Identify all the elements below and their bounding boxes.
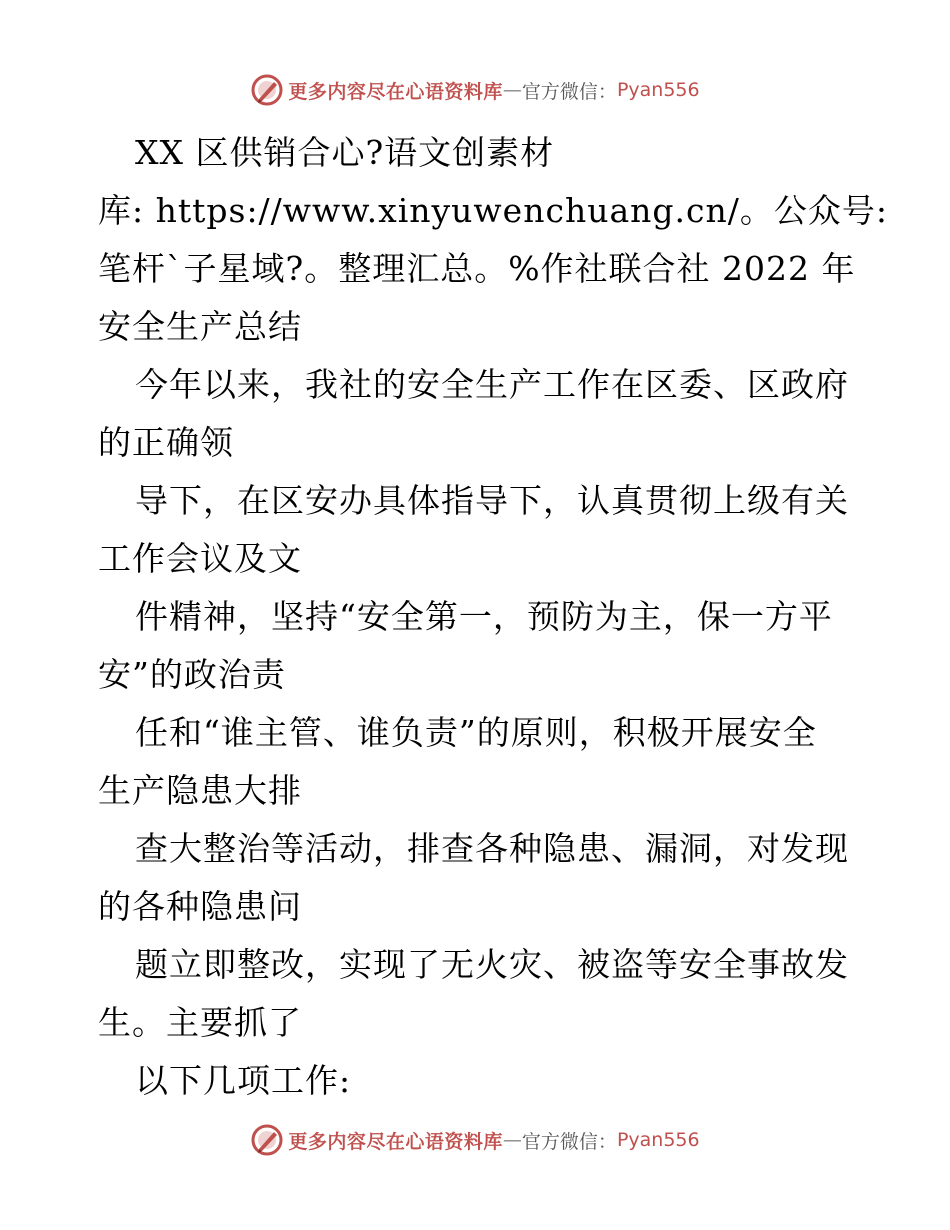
text-line: 题立即整改，实现了无火灾、被盗等安全事故发 [135,945,849,984]
pen-circle-logo-icon [250,73,284,107]
text-line: 的正确领 [98,423,234,462]
text-line: 今年以来，我社的安全生产工作在区委、区政府 [135,365,849,404]
text-line: 安全生产总结 [98,307,302,346]
text-line: 安”的政治责 [98,655,286,694]
text-line: 笔杆`子星域?。整理汇总。%作社联合社 2022 年 [98,249,856,288]
banner-wechat-id: Pyan556 [616,1129,700,1151]
banner-wechat-id: Pyan556 [616,79,700,101]
text-line: 以下几项工作: [135,1061,352,1100]
text-line: 生。主要抓了 [98,1003,302,1042]
text-line: 件精神，坚持“安全第一，预防为主，保一方平 [135,597,833,636]
banner-text: 更多内容尽在心语资料库 [288,1130,503,1153]
banner-dash: — [502,79,522,101]
text-line: XX 区供销合心?语文创素材 [135,133,555,172]
text-line: 导下，在区安办具体指导下，认真贯彻上级有关 [135,481,849,520]
text-line: 的各种隐患问 [98,887,302,926]
text-line: 库: https://www.xinyuwenchuang.cn/。公众号: [98,191,888,230]
banner-dash: — [502,1129,522,1151]
pen-circle-logo-icon [250,1123,284,1157]
text-line: 任和“谁主管、谁负责”的原则，积极开展安全 [135,713,817,752]
header-watermark-banner [0,70,950,110]
text-line: 查大整治等活动，排查各种隐患、漏洞，对发现 [135,829,849,868]
document-body [98,124,888,1110]
text-line: 工作会议及文 [98,539,302,578]
banner-text: 更多内容尽在心语资料库 [288,80,503,103]
footer-watermark-banner [0,1120,950,1160]
text-line: 生产隐患大排 [98,771,302,810]
banner-wechat-label: 官方微信： [521,1130,617,1153]
banner-wechat-label: 官方微信： [521,80,617,103]
